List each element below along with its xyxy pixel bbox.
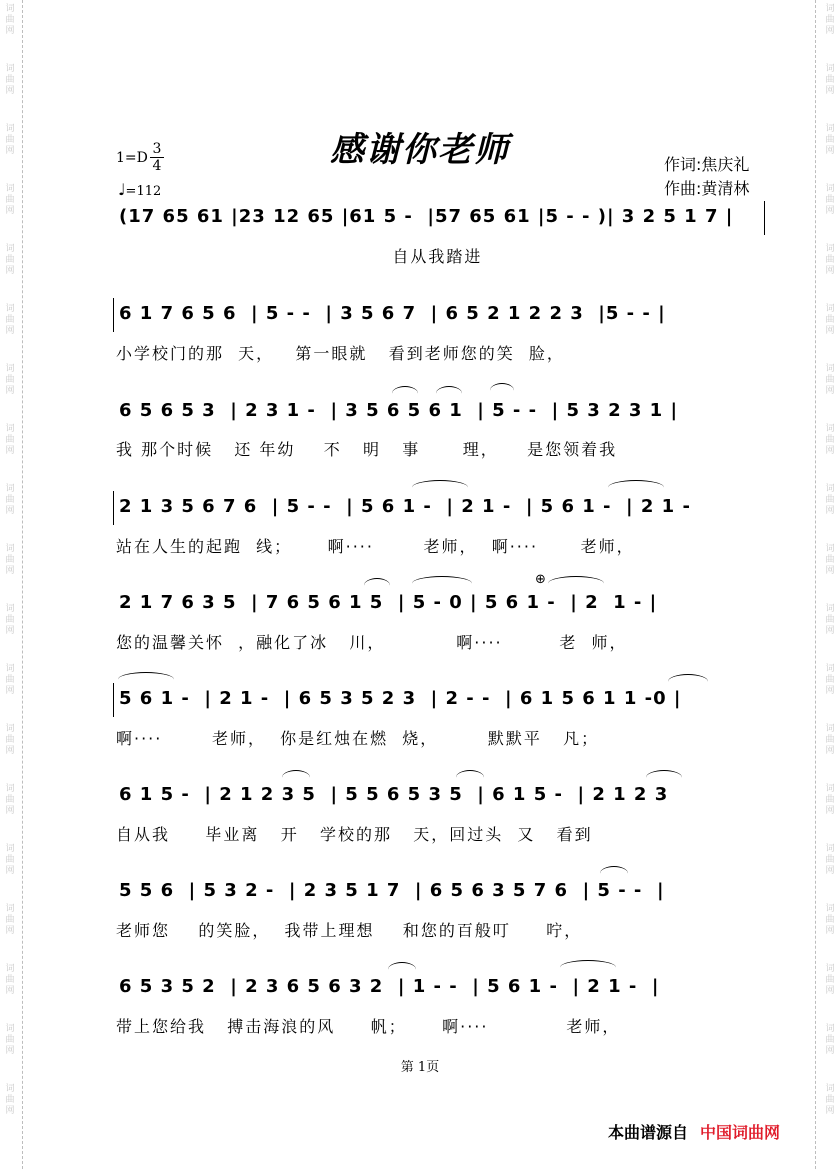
quarter-note-icon: ♩ (118, 180, 126, 199)
watermark-glyph: 词 (5, 4, 15, 14)
watermark-glyph: 词 (5, 844, 15, 854)
lyric-line: 啊···· 老师， 你是红烛在燃 烧， 默默平 凡； (116, 729, 600, 748)
notation-row (113, 784, 765, 808)
right-page-border (815, 0, 816, 1169)
watermark-glyph: 词 (825, 544, 835, 554)
watermark-glyph: 词 (825, 604, 835, 614)
watermark-glyph: 词 (825, 4, 835, 14)
watermark-glyph: 词 (5, 904, 15, 914)
notation-text: 6 5 6 5 3 | 2 3 1 - | 3 5 6 5 6 1 | 5 - - | 5 3 2 3 1 | (119, 400, 679, 421)
watermark-glyph: 曲 (825, 435, 835, 445)
slur-mark (436, 386, 462, 401)
time-signature (150, 141, 164, 174)
notation-text: 2 1 7 6 3 5 | 7 6 5 6 1 5 | 5 - 0 | 5 6 1 - | 2 1 - | (119, 592, 658, 613)
watermark-glyph: 词 (825, 64, 835, 74)
watermark-glyph: 词 (5, 664, 15, 674)
slur-mark (456, 770, 484, 785)
watermark-glyph: 曲 (5, 555, 15, 565)
watermark-glyph: 网 (5, 986, 15, 996)
watermark-glyph: 网 (5, 686, 15, 696)
watermark-glyph: 词 (825, 1084, 835, 1094)
lyric-line: 您的温馨关怀 ，融化了冰 川， 啊···· 老 师， (116, 633, 628, 652)
left-watermark-strip (2, 4, 18, 1144)
watermark-glyph: 曲 (825, 495, 835, 505)
watermark-glyph: 网 (5, 386, 15, 396)
watermark-glyph: 网 (5, 326, 15, 336)
watermark-glyph: 网 (5, 146, 15, 156)
barline (764, 201, 765, 235)
notation-text: 5 5 6 | 5 3 2 - | 2 3 5 1 7 | 6 5 6 3 5 7 6 | 5 - - | (119, 880, 665, 901)
notation-row (113, 303, 765, 327)
slur-mark (600, 866, 628, 881)
watermark-glyph: 词 (5, 184, 15, 194)
slur-mark (560, 960, 616, 975)
watermark-glyph: 网 (825, 926, 835, 936)
watermark-glyph: 网 (825, 626, 835, 636)
source-credit (608, 1120, 780, 1143)
watermark-glyph: 网 (5, 86, 15, 96)
notation-text: (17 65 61 |23 12 65 |61 5 - |57 65 61 |5 - - )| 3 2 5 1 7 | (119, 206, 734, 227)
watermark-glyph: 网 (5, 446, 15, 456)
watermark-glyph: 曲 (5, 315, 15, 325)
lyric-line: 自从我踏进 (116, 247, 483, 266)
watermark-glyph: 网 (825, 206, 835, 216)
watermark-glyph: 网 (5, 866, 15, 876)
watermark-glyph: 网 (825, 26, 835, 36)
watermark-glyph: 曲 (825, 855, 835, 865)
watermark-glyph: 网 (5, 266, 15, 276)
slur-mark (282, 770, 310, 785)
watermark-glyph: 曲 (825, 75, 835, 85)
watermark-glyph: 网 (825, 146, 835, 156)
lyric-line: 老师您 的笑脸， 我带上理想 和您的百般叮 咛， (116, 921, 583, 940)
watermark-glyph: 词 (5, 424, 15, 434)
watermark-glyph: 网 (825, 806, 835, 816)
watermark-glyph: 曲 (825, 1095, 835, 1105)
watermark-glyph: 网 (5, 746, 15, 756)
watermark-glyph: 网 (5, 1106, 15, 1116)
watermark-glyph: 曲 (825, 315, 835, 325)
watermark-glyph: 曲 (825, 375, 835, 385)
slur-mark (490, 383, 514, 398)
lyric-line: 带上您给我 搏击海浪的风 帆； 啊···· 老师， (116, 1017, 621, 1036)
slur-mark (668, 674, 708, 689)
watermark-glyph: 曲 (5, 195, 15, 205)
watermark-glyph: 词 (825, 724, 835, 734)
watermark-glyph: 网 (825, 446, 835, 456)
watermark-glyph: 网 (825, 566, 835, 576)
slur-mark (388, 962, 416, 977)
time-numerator: 3 (152, 141, 162, 157)
watermark-glyph: 曲 (825, 555, 835, 565)
notation-row (113, 400, 765, 424)
tempo-value: =112 (125, 184, 162, 199)
watermark-glyph: 曲 (825, 975, 835, 985)
lyric-line: 站在人生的起跑 线； 啊···· 老师， 啊···· 老师， (116, 537, 635, 556)
watermark-glyph: 网 (825, 746, 835, 756)
watermark-glyph: 网 (825, 506, 835, 516)
slur-mark (646, 770, 682, 785)
watermark-glyph: 词 (5, 64, 15, 74)
watermark-glyph: 曲 (825, 615, 835, 625)
watermark-glyph: 词 (825, 124, 835, 134)
watermark-glyph: 网 (5, 506, 15, 516)
watermark-glyph: 网 (5, 926, 15, 936)
notation-text: 2 1 3 5 6 7 6 | 5 - - | 5 6 1 - | 2 1 - | 5 6 1 - | 2 1 - (119, 496, 691, 517)
watermark-glyph: 网 (825, 686, 835, 696)
watermark-glyph: 词 (825, 424, 835, 434)
watermark-glyph: 曲 (825, 195, 835, 205)
watermark-glyph: 曲 (5, 375, 15, 385)
watermark-glyph: 词 (825, 184, 835, 194)
watermark-glyph: 网 (5, 806, 15, 816)
watermark-glyph: 曲 (5, 795, 15, 805)
page-number: 第 1页 (400, 1060, 440, 1075)
watermark-glyph: 网 (5, 1046, 15, 1056)
notation-row (113, 880, 765, 904)
barline (113, 683, 114, 717)
notation-text: 6 1 5 - | 2 1 2 3 5 | 5 5 6 5 3 5 | 6 1 5 - | 2 1 2 3 (119, 784, 669, 805)
notation-row (113, 592, 765, 616)
slur-mark (118, 672, 174, 687)
coda-icon: ⊕ (535, 572, 546, 587)
watermark-glyph: 网 (825, 386, 835, 396)
watermark-glyph: 网 (825, 266, 835, 276)
watermark-glyph: 词 (825, 244, 835, 254)
watermark-glyph: 网 (825, 866, 835, 876)
song-title: 感谢你老师 (330, 130, 510, 170)
watermark-glyph: 词 (825, 664, 835, 674)
slur-mark (548, 576, 604, 591)
time-denominator: 4 (150, 157, 164, 174)
watermark-glyph: 网 (825, 86, 835, 96)
watermark-glyph: 词 (5, 364, 15, 374)
slur-mark (412, 480, 468, 495)
barline (113, 298, 114, 332)
notation-text: 5 6 1 - | 2 1 - | 6 5 3 5 2 3 | 2 - - | 6 1 5 6 1 1 -0 | (119, 688, 682, 709)
watermark-glyph: 曲 (5, 855, 15, 865)
watermark-glyph: 网 (5, 626, 15, 636)
watermark-glyph: 词 (825, 304, 835, 314)
watermark-glyph: 曲 (5, 135, 15, 145)
slur-mark (412, 576, 472, 591)
watermark-glyph: 词 (825, 964, 835, 974)
watermark-glyph: 曲 (5, 255, 15, 265)
watermark-glyph: 曲 (825, 795, 835, 805)
watermark-glyph: 词 (5, 1084, 15, 1094)
slur-mark (392, 386, 418, 401)
key-signature: 1=D (116, 150, 148, 166)
watermark-glyph: 词 (825, 904, 835, 914)
lyricist-credit: 作词:焦庆礼 (664, 155, 750, 174)
composer-credit: 作曲:黄清林 (664, 179, 750, 198)
watermark-glyph: 曲 (5, 15, 15, 25)
notation-text: 6 5 3 5 2 | 2 3 6 5 6 3 2 | 1 - - | 5 6 1 - | 2 1 - | (119, 976, 660, 997)
watermark-glyph: 词 (5, 124, 15, 134)
watermark-glyph: 词 (5, 964, 15, 974)
watermark-glyph: 网 (825, 326, 835, 336)
watermark-glyph: 曲 (825, 1035, 835, 1045)
watermark-glyph: 网 (825, 1106, 835, 1116)
watermark-glyph: 曲 (825, 15, 835, 25)
watermark-glyph: 词 (825, 784, 835, 794)
watermark-glyph: 网 (5, 26, 15, 36)
watermark-glyph: 词 (825, 844, 835, 854)
watermark-glyph: 曲 (5, 435, 15, 445)
barline (113, 491, 114, 525)
watermark-glyph: 网 (825, 1046, 835, 1056)
watermark-glyph: 曲 (825, 735, 835, 745)
slur-mark (364, 578, 390, 593)
notation-row (113, 496, 765, 520)
notation-row (113, 688, 765, 712)
watermark-glyph: 曲 (5, 75, 15, 85)
watermark-glyph: 曲 (825, 135, 835, 145)
watermark-glyph: 曲 (5, 1095, 15, 1105)
watermark-glyph: 曲 (5, 1035, 15, 1045)
watermark-glyph: 词 (5, 244, 15, 254)
source-site-link[interactable]: 中国词曲网 (700, 1123, 781, 1142)
right-watermark-strip (822, 4, 838, 1144)
watermark-glyph: 词 (5, 604, 15, 614)
watermark-glyph: 网 (825, 986, 835, 996)
watermark-glyph: 词 (825, 364, 835, 374)
watermark-glyph: 曲 (825, 255, 835, 265)
notation-row (113, 206, 765, 230)
watermark-glyph: 曲 (5, 495, 15, 505)
watermark-glyph: 词 (5, 1024, 15, 1034)
watermark-glyph: 词 (5, 304, 15, 314)
lyric-line: 自从我 毕业离 开 学校的那 天，回过头 又 看到 (116, 825, 593, 844)
watermark-glyph: 词 (5, 724, 15, 734)
watermark-glyph: 曲 (825, 675, 835, 685)
source-label: 本曲谱源自 (608, 1123, 689, 1142)
tempo-marking (118, 180, 161, 199)
left-page-border (22, 0, 23, 1169)
watermark-glyph: 词 (825, 1024, 835, 1034)
watermark-glyph: 词 (5, 484, 15, 494)
watermark-glyph: 曲 (5, 915, 15, 925)
lyric-line: 小学校门的那 天， 第一眼就 看到老师您的笑 脸， (116, 344, 565, 363)
watermark-glyph: 网 (5, 206, 15, 216)
watermark-glyph: 曲 (825, 915, 835, 925)
watermark-glyph: 曲 (5, 675, 15, 685)
lyric-line: 我 那个时候 还 年幼 不 明 事 理， 是您领着我 (116, 440, 618, 459)
watermark-glyph: 曲 (5, 975, 15, 985)
notation-text: 6 1 7 6 5 6 | 5 - - | 3 5 6 7 | 6 5 2 1 2 2 3 |5 - - | (119, 303, 666, 324)
watermark-glyph: 曲 (5, 735, 15, 745)
notation-row (113, 976, 765, 1000)
watermark-glyph: 词 (825, 484, 835, 494)
watermark-glyph: 网 (5, 566, 15, 576)
slur-mark (608, 480, 664, 495)
watermark-glyph: 词 (5, 784, 15, 794)
watermark-glyph: 词 (5, 544, 15, 554)
watermark-glyph: 曲 (5, 615, 15, 625)
